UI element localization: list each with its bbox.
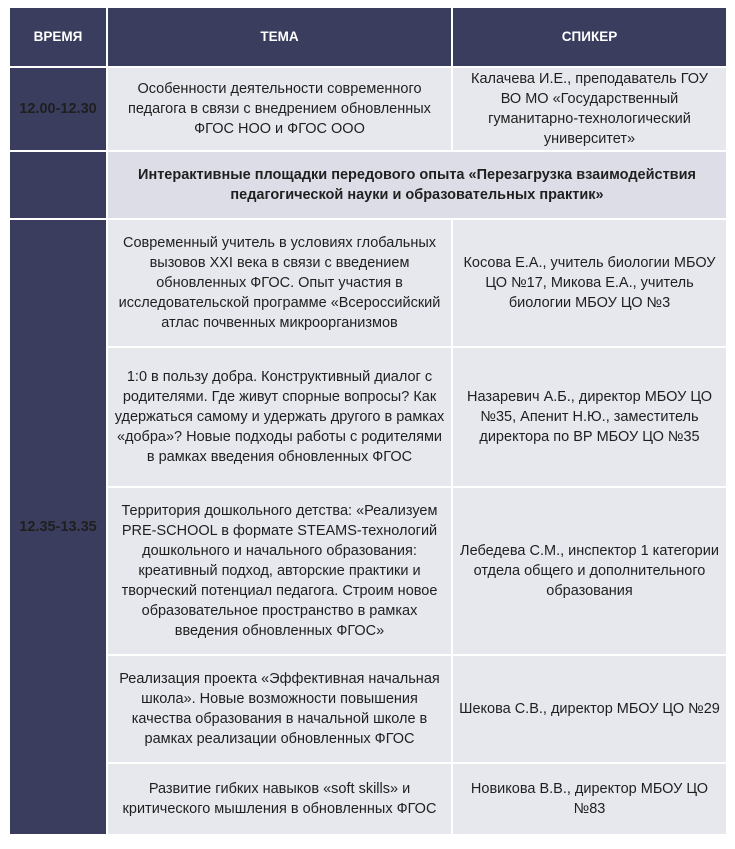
- topic-cell: Территория дошкольного детства: «Реализуем PRE-SCHOOL в формате STEAMS-технологий дошкольного и начального образования: креативный подход, авторские практики и творческий потенциал педагога. Строим новое образовательное пространство в рамках введения обновленных ФГОС»: [107, 487, 452, 655]
- speaker-cell: Новикова В.В., директор МБОУ ЦО №83: [452, 763, 727, 835]
- speaker-cell: Косова Е.А., учитель биологии МБОУ ЦО №17, Микова Е.А., учитель биологии МБОУ ЦО №3: [452, 219, 727, 347]
- topic-cell: Особенности деятельности современного педагога в связи с внедрением обновленных ФГОС НОО и ФГОС ООО: [107, 67, 452, 151]
- section-row: [9, 151, 727, 219]
- speaker-cell: Назаревич А.Б., директор МБОУ ЦО №35, Апенит Н.Ю., заместитель директора по ВР МБОУ ЦО №35: [452, 347, 727, 487]
- table-row: [9, 67, 727, 151]
- table-row: [9, 347, 727, 487]
- topic-cell: Развитие гибких навыков «soft skills» и критического мышления в обновленных ФГОС: [107, 763, 452, 835]
- table-row: [9, 219, 727, 347]
- header-speaker: СПИКЕР: [452, 7, 727, 67]
- time-cell-empty: [9, 151, 107, 219]
- header-topic: ТЕМА: [107, 7, 452, 67]
- topic-cell: 1:0 в пользу добра. Конструктивный диалог с родителями. Где живут спорные вопросы? Как удержаться самому и удержать другого в рамках «добра»? Новые подходы работы с родителями в рамках введения обновленных ФГОС: [107, 347, 452, 487]
- section-title: Интерактивные площадки передового опыта «Перезагрузка взаимодействия педагогической науки и образовательных практик»: [107, 151, 727, 219]
- time-cell: 12.00-12.30: [9, 67, 107, 151]
- schedule-table: [8, 6, 728, 836]
- table-row: [9, 487, 727, 655]
- time-cell: 12.35-13.35: [9, 219, 107, 835]
- table-row: [9, 655, 727, 763]
- header-time: ВРЕМЯ: [9, 7, 107, 67]
- topic-cell: Реализация проекта «Эффективная начальная школа». Новые возможности повышения качества образования в начальной школе в рамках реализации обновленных ФГОС: [107, 655, 452, 763]
- header-row: [9, 7, 727, 67]
- speaker-cell: Лебедева С.М., инспектор 1 категории отдела общего и дополнительного образования: [452, 487, 727, 655]
- speaker-cell: Калачева И.Е., преподаватель ГОУ ВО МО «Государственный гуманитарно-технологический университет»: [452, 67, 727, 151]
- speaker-cell: Шекова С.В., директор МБОУ ЦО №29: [452, 655, 727, 763]
- table-row: [9, 763, 727, 835]
- topic-cell: Современный учитель в условиях глобальных вызовов XXI века в связи с введением обновленных ФГОС. Опыт участия в исследовательской программе «Всероссийский атлас почвенных микроорганизмов: [107, 219, 452, 347]
